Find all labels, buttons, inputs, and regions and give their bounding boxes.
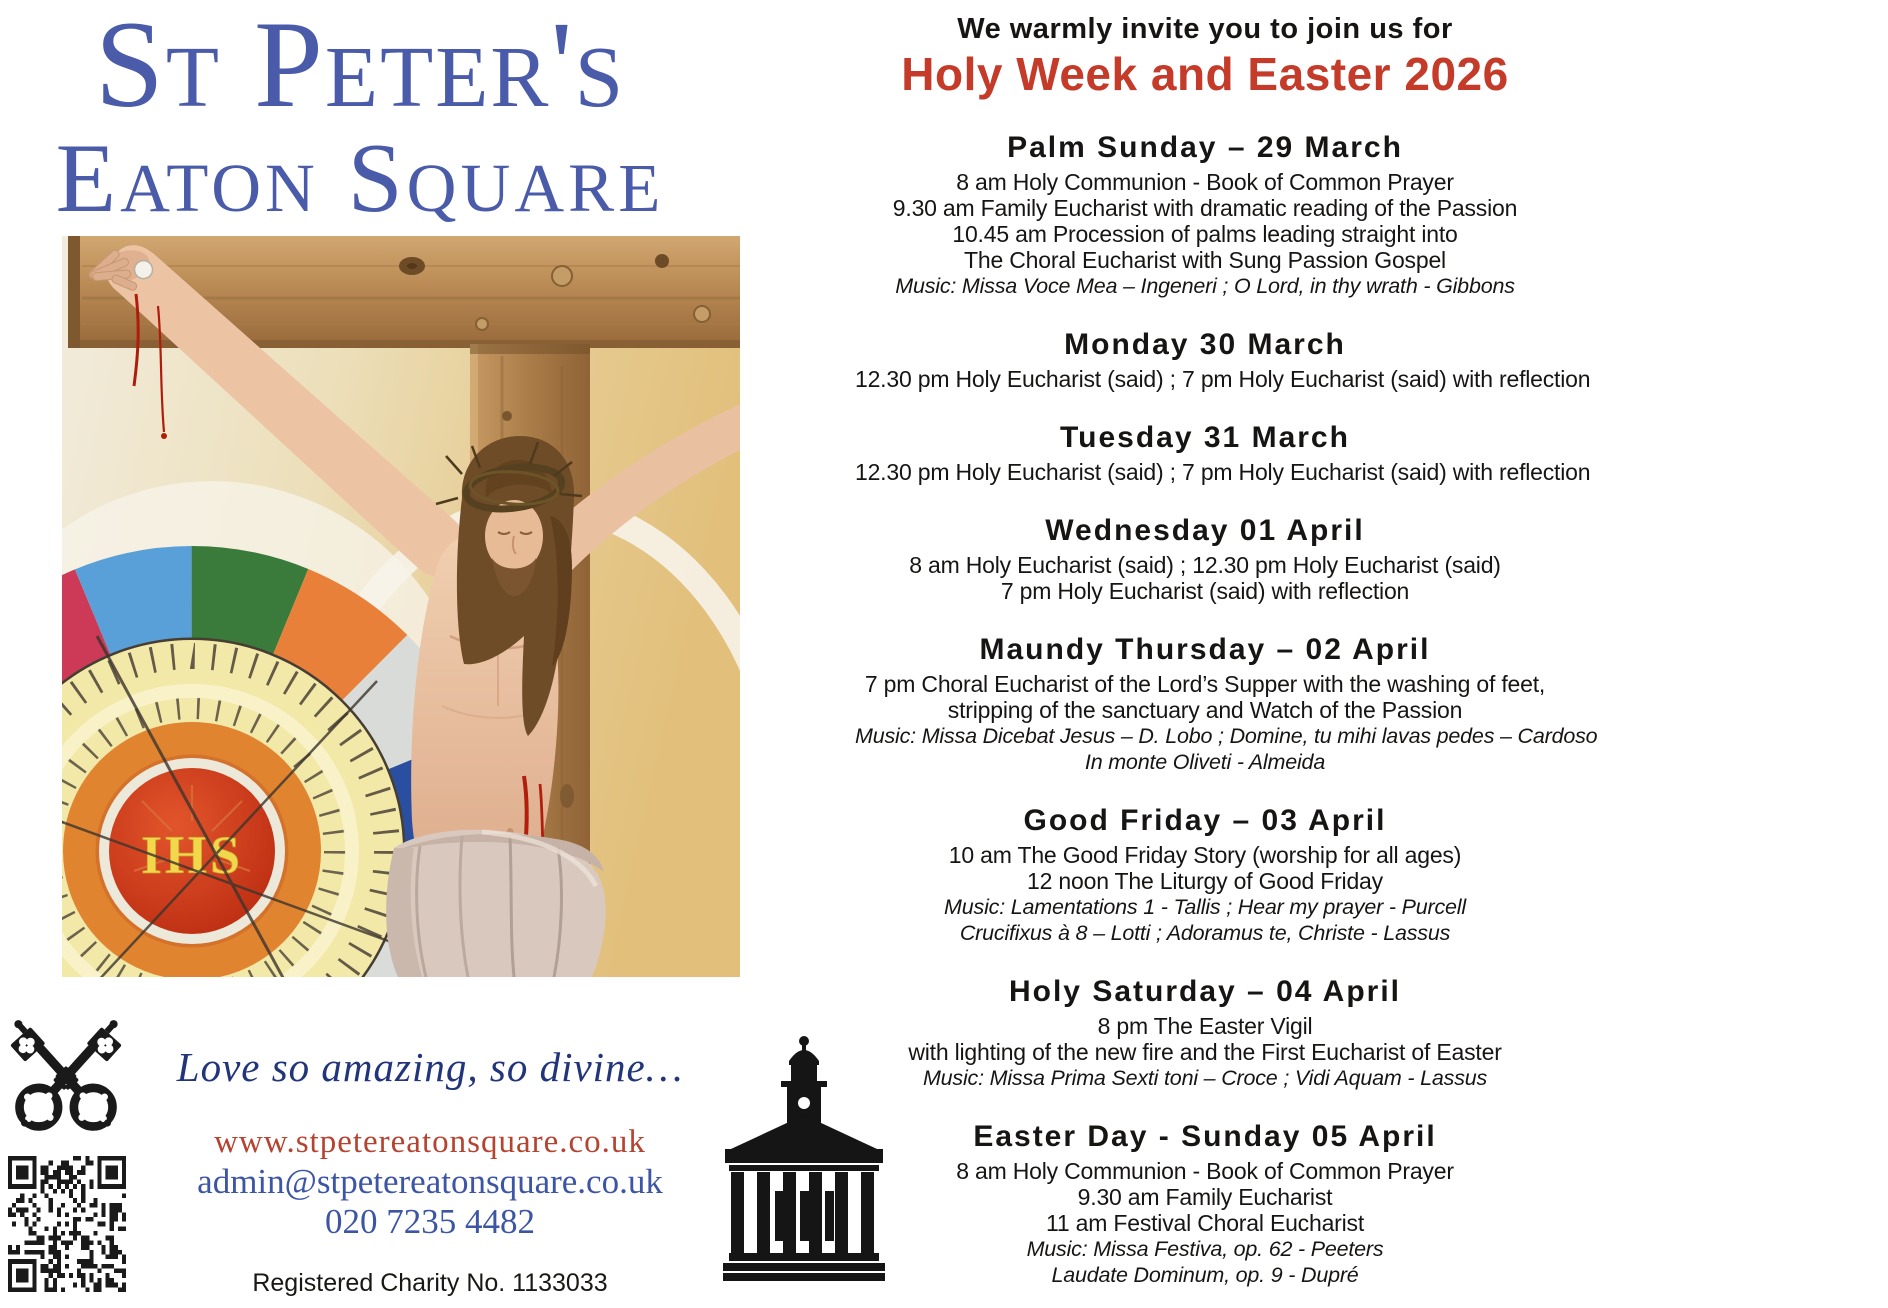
- section-heading: Monday 30 March: [1064, 328, 1346, 361]
- section-heading: Wednesday 01 April: [1045, 514, 1365, 547]
- service-line: 9.30 am Family Eucharist with dramatic reading of the Passion: [892, 195, 1518, 221]
- section-heading: Holy Saturday – 04 April: [1008, 975, 1401, 1008]
- section-maundy-thursday: [855, 631, 1598, 775]
- email-link[interactable]: admin@stpetereatonsquare.co.uk: [197, 1162, 663, 1201]
- service-line: 12.30 pm Holy Eucharist (said) ; 7 pm Holy Eucharist (said) with reflection: [855, 459, 1591, 485]
- invite-line: We warmly invite you to join us for: [957, 13, 1453, 45]
- service-line: 7 pm Choral Eucharist of the Lord’s Supper with the washing of feet,: [864, 671, 1546, 697]
- music-line: Music: Missa Dicebat Jesus – D. Lobo ; Domine, tu mihi lavas pedes – Cardoso: [855, 724, 1598, 748]
- music-line: Crucifixus à 8 – Lotti ; Adoramus te, Christe - Lassus: [959, 921, 1451, 945]
- section-good-friday: [855, 802, 1555, 946]
- service-schedule: [855, 0, 1598, 1288]
- section-heading: Maundy Thursday – 02 April: [979, 633, 1431, 666]
- tagline: Love so amazing, so divine…: [176, 1044, 684, 1090]
- service-line: 8 am Holy Communion - Book of Common Prayer: [956, 1158, 1454, 1184]
- music-line: Music: Missa Voce Mea – Ingeneri ; O Lord, in thy wrath - Gibbons: [895, 274, 1515, 298]
- section-tuesday: [855, 419, 1591, 485]
- section-heading: Easter Day - Sunday 05 April: [973, 1120, 1437, 1153]
- section-easter-day: [855, 1118, 1555, 1288]
- section-wednesday: [855, 512, 1555, 604]
- service-line: 10 am The Good Friday Story (worship for all ages): [948, 842, 1462, 868]
- service-line: 8 pm The Easter Vigil: [1097, 1013, 1313, 1039]
- music-line: Music: Missa Prima Sexti toni – Croce ; Vidi Aquam - Lassus: [922, 1066, 1488, 1090]
- main-title: Holy Week and Easter 2026: [901, 48, 1509, 100]
- service-line: 8 am Holy Eucharist (said) ; 12.30 pm Holy Eucharist (said): [909, 552, 1501, 578]
- section-heading: Good Friday – 03 April: [1023, 804, 1387, 837]
- music-line: In monte Oliveti - Almeida: [1084, 750, 1326, 774]
- service-line: 12 noon The Liturgy of Good Friday: [1027, 868, 1383, 894]
- qr-code: [8, 1156, 126, 1292]
- website-link[interactable]: www.stpetereatonsquare.co.uk: [214, 1124, 646, 1160]
- page-title: St Peter's: [94, 0, 626, 133]
- service-line: stripping of the sanctuary and Watch of the Passion: [947, 697, 1463, 723]
- service-line: 8 am Holy Communion - Book of Common Prayer: [956, 169, 1454, 195]
- music-line: Music: Lamentations 1 - Tallis ; Hear my prayer - Purcell: [944, 895, 1466, 919]
- section-monday: [855, 326, 1591, 392]
- section-heading: Palm Sunday – 29 March: [1007, 131, 1403, 164]
- section-heading: Tuesday 31 March: [1060, 421, 1350, 454]
- ihs-monogram: IHS: [140, 825, 244, 885]
- loincloth: [386, 830, 606, 977]
- crucifix-photo: [62, 236, 740, 977]
- service-line: 9.30 am Family Eucharist: [1077, 1184, 1333, 1210]
- service-line: 10.45 am Procession of palms leading straight into: [952, 221, 1458, 247]
- section-holy-saturday: [855, 973, 1555, 1091]
- page-subtitle: Eaton Square: [55, 124, 665, 233]
- music-line: Music: Missa Festiva, op. 62 - Peeters: [1026, 1237, 1384, 1261]
- phone-number: 020 7235 4482: [325, 1202, 535, 1241]
- service-line: 11 am Festival Choral Eucharist: [1045, 1210, 1365, 1236]
- contact-block: [120, 1042, 740, 1298]
- charity-number: Registered Charity No. 1133033: [252, 1269, 608, 1297]
- section-palm-sunday: [855, 129, 1555, 299]
- crossed-keys-icon: [2, 1018, 130, 1138]
- service-line: with lighting of the new fire and the First Eucharist of Easter: [908, 1039, 1502, 1065]
- service-line: 7 pm Holy Eucharist (said) with reflection: [1000, 578, 1410, 604]
- service-line: 12.30 pm Holy Eucharist (said) ; 7 pm Holy Eucharist (said) with reflection: [855, 366, 1591, 392]
- music-line: Laudate Dominum, op. 9 - Dupré: [1051, 1263, 1359, 1287]
- service-line: The Choral Eucharist with Sung Passion Gospel: [964, 247, 1446, 273]
- church-logotype: [30, 0, 690, 233]
